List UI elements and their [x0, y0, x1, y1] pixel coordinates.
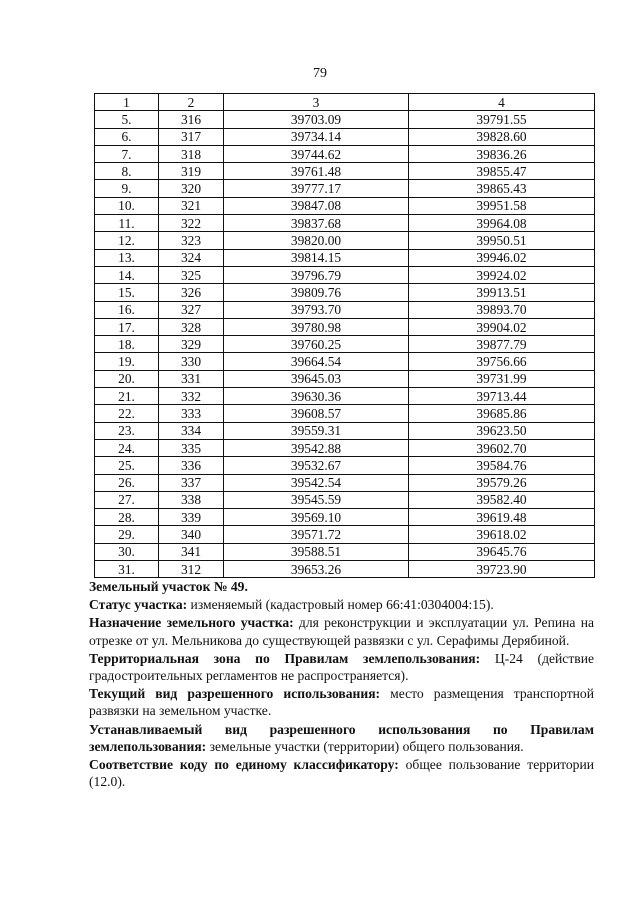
table-cell: 39828.60 — [409, 128, 595, 145]
section-title — [89, 578, 594, 595]
table-row — [95, 509, 595, 526]
table-cell: 336 — [159, 457, 224, 474]
table-cell: 39542.54 — [224, 474, 409, 491]
table-cell: 39588.51 — [224, 543, 409, 560]
table-cell: 39836.26 — [409, 145, 595, 162]
plot-title: Земельный участок № 49. — [89, 579, 248, 594]
table-row — [95, 301, 595, 318]
table-cell: 8. — [95, 163, 159, 180]
table-cell: 18. — [95, 336, 159, 353]
zone-line — [89, 650, 594, 684]
table-cell: 39571.72 — [224, 526, 409, 543]
column-header: 3 — [224, 94, 409, 111]
table-cell: 329 — [159, 336, 224, 353]
established-use-label: Устанавливаемый вид разрешенного использования по Правилам землепользования: — [89, 721, 594, 754]
table-cell: 9. — [95, 180, 159, 197]
table-cell: 26. — [95, 474, 159, 491]
table-cell: 39584.76 — [409, 457, 595, 474]
table-cell: 328 — [159, 318, 224, 335]
table-row — [95, 491, 595, 508]
table-cell: 323 — [159, 232, 224, 249]
table-cell: 39532.67 — [224, 457, 409, 474]
classifier-label: Соответствие коду по единому классификатору: — [89, 757, 399, 773]
table-row — [95, 422, 595, 439]
table-cell: 31. — [95, 561, 159, 578]
table-cell: 320 — [159, 180, 224, 197]
table-cell: 15. — [95, 284, 159, 301]
table-row — [95, 284, 595, 301]
table-row — [95, 336, 595, 353]
table-cell: 39645.03 — [224, 370, 409, 387]
table-cell: 316 — [159, 111, 224, 128]
table-cell: 39559.31 — [224, 422, 409, 439]
table-row — [95, 163, 595, 180]
table-cell: 39542.88 — [224, 439, 409, 456]
table-cell: 6. — [95, 128, 159, 145]
table-row — [95, 232, 595, 249]
current-use-label: Текущий вид разрешенного использования: — [89, 686, 381, 702]
table-cell: 39713.44 — [409, 388, 595, 405]
table-row — [95, 215, 595, 232]
table-cell: 321 — [159, 197, 224, 214]
table-cell: 10. — [95, 197, 159, 214]
classifier-value: общее пользование территории (12.0). — [89, 757, 594, 790]
table-cell: 334 — [159, 422, 224, 439]
table-cell: 39731.99 — [409, 370, 595, 387]
table-cell: 29. — [95, 526, 159, 543]
page-number: 79 — [313, 66, 327, 81]
table-row — [95, 249, 595, 266]
table-row — [95, 128, 595, 145]
table-cell: 17. — [95, 318, 159, 335]
table-cell: 39579.26 — [409, 474, 595, 491]
table-cell: 333 — [159, 405, 224, 422]
table-row — [95, 180, 595, 197]
table-cell: 39865.43 — [409, 180, 595, 197]
table-cell: 341 — [159, 543, 224, 560]
table-cell: 39837.68 — [224, 215, 409, 232]
table-cell: 7. — [95, 145, 159, 162]
zone-label: Территориальная зона по Правилам землепользования: — [89, 650, 481, 666]
table-cell: 39855.47 — [409, 163, 595, 180]
status-line — [89, 596, 594, 613]
table-cell: 39619.48 — [409, 509, 595, 526]
column-header: 2 — [159, 94, 224, 111]
table-cell: 39653.26 — [224, 561, 409, 578]
table-cell: 330 — [159, 353, 224, 370]
table-cell: 332 — [159, 388, 224, 405]
table-cell: 39946.02 — [409, 249, 595, 266]
table-cell: 39545.59 — [224, 491, 409, 508]
table-cell: 317 — [159, 128, 224, 145]
table-cell: 39877.79 — [409, 336, 595, 353]
table-cell: 322 — [159, 215, 224, 232]
table-cell: 39602.70 — [409, 439, 595, 456]
table-cell: 312 — [159, 561, 224, 578]
table-cell: 331 — [159, 370, 224, 387]
coordinates-table — [94, 93, 595, 578]
table-row — [95, 266, 595, 283]
purpose-value: для реконструкции и эксплуатации ул. Репина на отрезке от ул. Мельникова до существующей развязки с ул. Серафимы Дерябиной. — [89, 615, 595, 648]
table-cell: 340 — [159, 526, 224, 543]
table-cell: 335 — [159, 439, 224, 456]
table-cell: 39761.48 — [224, 163, 409, 180]
table-cell: 324 — [159, 249, 224, 266]
established-use-value: земельные участки (территории) общего пользования. — [206, 738, 524, 754]
table-cell: 39904.02 — [409, 318, 595, 335]
table-cell: 11. — [95, 215, 159, 232]
table-cell: 39950.51 — [409, 232, 595, 249]
table-cell: 39723.90 — [409, 561, 595, 578]
column-header: 1 — [95, 94, 159, 111]
purpose-label: Назначение земельного участка: — [89, 615, 294, 631]
purpose-line — [89, 614, 594, 648]
table-cell: 39893.70 — [409, 301, 595, 318]
table-cell: 39582.40 — [409, 491, 595, 508]
table-cell: 20. — [95, 370, 159, 387]
table-cell: 23. — [95, 422, 159, 439]
table-cell: 30. — [95, 543, 159, 560]
status-value: изменяемый (кадастровый номер 66:41:0304004:15). — [187, 597, 494, 613]
table-cell: 338 — [159, 491, 224, 508]
table-cell: 25. — [95, 457, 159, 474]
table-cell: 325 — [159, 266, 224, 283]
table-cell: 39777.17 — [224, 180, 409, 197]
table-cell: 12. — [95, 232, 159, 249]
table-cell: 28. — [95, 509, 159, 526]
table-cell: 39664.54 — [224, 353, 409, 370]
table-cell: 39618.02 — [409, 526, 595, 543]
table-cell: 319 — [159, 163, 224, 180]
established-use-line — [89, 721, 594, 755]
table-cell: 39685.86 — [409, 405, 595, 422]
table-row — [95, 561, 595, 578]
table-cell: 21. — [95, 388, 159, 405]
table-cell: 16. — [95, 301, 159, 318]
table-row — [95, 145, 595, 162]
table-cell: 39623.50 — [409, 422, 595, 439]
table-cell: 39703.09 — [224, 111, 409, 128]
table-row — [95, 111, 595, 128]
table-cell: 39645.76 — [409, 543, 595, 560]
table-row — [95, 526, 595, 543]
table-cell: 13. — [95, 249, 159, 266]
table-cell: 326 — [159, 284, 224, 301]
column-header: 4 — [409, 94, 595, 111]
table-cell: 39791.55 — [409, 111, 595, 128]
table-cell: 337 — [159, 474, 224, 491]
table-cell: 5. — [95, 111, 159, 128]
table-cell: 327 — [159, 301, 224, 318]
table-cell: 39760.25 — [224, 336, 409, 353]
zone-value: Ц-24 (действие градостроительных регламентов не распространяется). — [89, 650, 595, 684]
table-cell: 39964.08 — [409, 215, 595, 232]
table-cell: 39913.51 — [409, 284, 595, 301]
table-cell: 318 — [159, 145, 224, 162]
table-cell: 39809.76 — [224, 284, 409, 301]
table-row — [95, 474, 595, 491]
table-cell: 24. — [95, 439, 159, 456]
table-cell: 39796.79 — [224, 266, 409, 283]
status-label: Статус участка: — [89, 597, 188, 613]
table-row — [95, 197, 595, 214]
table-row — [95, 439, 595, 456]
table-row — [95, 543, 595, 560]
table-cell: 39780.98 — [224, 318, 409, 335]
current-use-line — [89, 685, 594, 719]
table-cell: 39793.70 — [224, 301, 409, 318]
table-row — [95, 388, 595, 405]
table-cell: 39814.15 — [224, 249, 409, 266]
table-cell: 22. — [95, 405, 159, 422]
table-row — [95, 353, 595, 370]
table-cell: 19. — [95, 353, 159, 370]
table-cell: 39820.00 — [224, 232, 409, 249]
classifier-line — [89, 756, 594, 790]
table-cell: 39734.14 — [224, 128, 409, 145]
table-body — [95, 111, 595, 578]
table-cell: 14. — [95, 266, 159, 283]
table-cell: 39630.36 — [224, 388, 409, 405]
table-row — [95, 370, 595, 387]
table-cell: 39756.66 — [409, 353, 595, 370]
land-plot-description — [89, 578, 594, 791]
table-cell: 39847.08 — [224, 197, 409, 214]
table-cell: 339 — [159, 509, 224, 526]
table-row — [95, 457, 595, 474]
table-cell: 39951.58 — [409, 197, 595, 214]
table-cell: 39744.62 — [224, 145, 409, 162]
table-cell: 39924.02 — [409, 266, 595, 283]
current-use-value: место размещения транспортной развязки на земельном участке. — [89, 686, 595, 719]
table-header-row — [95, 94, 595, 111]
table-cell: 27. — [95, 491, 159, 508]
table-row — [95, 405, 595, 422]
table-cell: 39608.57 — [224, 405, 409, 422]
table-row — [95, 318, 595, 335]
table-cell: 39569.10 — [224, 509, 409, 526]
